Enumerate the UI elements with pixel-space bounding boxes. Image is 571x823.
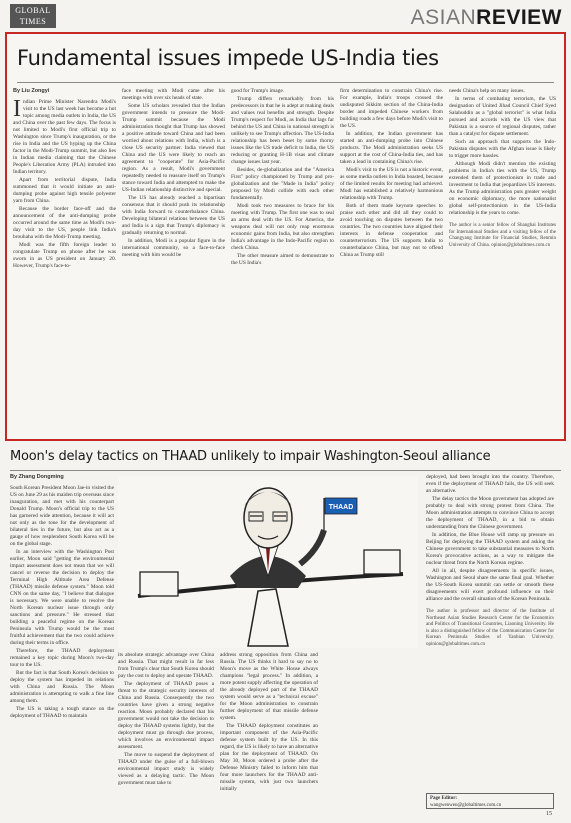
story2-paragraph: address strong opposition from China and Russia. The US thinks it hard to say no to Moon's move as the White House always champions "legal process." In addition, a more potent supply affecting the operation of the already deployed part of the THAAD system would serve as a "technical excuse" for the Moon administration to constrain further deployment of that missile defense system.: [220, 652, 318, 721]
logo-line2: TIMES: [19, 17, 47, 26]
story1-paragraph: Modi was the fifth foreign leader to congratulate Trump on phone after he was sworn in as US president on January 20. However, Trump's face-to-: [13, 242, 116, 269]
story2-paragraph: The THAAD deployment constitutes an important component of the Asia-Pacific defense system built by the US. In this regard, the US is likely to have an alternative plan for the deployment of THAAD. On May 30, Moon ordered a probe after the Defense Ministry failed to inform him that four more launchers for the THAAD anti-missile system, with just two launchers initially: [220, 723, 318, 792]
page-editor-email: wangwenwen@globaltimes.com.cn: [430, 803, 502, 808]
story1-paragraph: The US has already reached a bipartisan consensus that it should push its relationship with India forward to counterbalance China. Developing bilateral relations between the US and India is a sign that Trump's diplomacy is gradually returning to normal.: [122, 195, 225, 236]
story2-paragraph: The US is taking a tough stance on the deployment of THAAD to maintain: [10, 706, 114, 719]
story1-paragraph: firm determination to constrain China's rise. For example, India's troops crossed the undisputed Sikkim section of the China-India border and impeded Chinese workers from building roads a few days before Modi's visit to the US.: [340, 88, 443, 129]
story2-byline: By Zhang Dongming: [10, 474, 64, 480]
story1-paragraph: In terms of combating terrorism, the US designation of United Jihad Council Chief Syed Salahuddin as a "global terrorist" is what India pursued and accords with the US view that Pakistan is a source of regional disputes, rather than a catalyst for dispute settlement.: [449, 96, 556, 137]
left-box: [140, 572, 178, 596]
global-times-logo: [10, 4, 56, 28]
story1-paragraph: Although Modi didn't mention the existing problems in India's ties with the US, Trump extended them of protectionism in trade and investment to India that jeopardizes US interests. As the Trump administration puts greater weight on economic diplomacy, the more nationalist global self-protectionism in the US-India relationship is the years to come.: [449, 161, 556, 216]
story1-dropcap: I: [13, 96, 21, 122]
story1-paragraph: The other measure aimed to demonstrate to the US India's: [231, 253, 334, 266]
story1-paragraph: Modi's visit to the US is not a historic event, as some media outlets in India boasted, because of the limited results for meeting had achieved. Modi has established a relatively harmonious relationship with Trump.: [340, 167, 443, 201]
thaad-flag-label: THAAD: [328, 504, 354, 511]
seesaw-pivot: [248, 589, 288, 646]
cartoon-illustration: [118, 476, 418, 648]
story1-column-5: [449, 88, 556, 433]
story2-headline: Moon's delay tactics on THAAD unlikely to impair Washington-Seoul alliance: [10, 449, 491, 464]
story1-paragraph: good for Trump's image.: [231, 88, 285, 94]
story1-paragraph: Because the border face-off and the announcement of the anti-dumping probe occurred around the same time as Modi's two-day visit to the US, people link India's brouhaha with the Modi-Trump meeting.: [13, 206, 116, 240]
story1-author-note: The author is a senior fellow of Shanghai Institutes for International Studies and a visiting fellow of the Changyang Institute for Financial Studies, Renmin University of China. opinion@globaltimes.com.cn: [449, 223, 556, 248]
story2-paragraph: South Korean President Moon Jae-in visited the US on June 29 as his maiden trip overseas since inauguration, and met with his counterpart Donald Trump. Moon's official trip to the US has garnered wide attention, because it will act not only as the tone for the development of bilateral ties in the future, but also act as a gauge of how resplendent South Korea will be on the global stage.: [10, 485, 114, 547]
story1-column-3: [231, 88, 334, 433]
story1-paragraph: Trump differs remarkably from his predecessors in that he is adept at making deals and values real benefits and strength. Despite Trump's respect for Modi, as India that lags far behind the US and China in national strength is unlikely to see Trump's affection. The US-India relationship has been beset by some thorny issues like the US trade deficit to India, the US reducing or granting H-1B visas and climate change issues last year.: [231, 96, 334, 165]
story1-column-4: [340, 88, 443, 433]
story2-paragraph: The deployment of THAAD poses a threat to the strategic security interests of China and Russia. Consequently the two countries have given a strong negative reaction. Moon probably declared that his government would not take the decision to deploy the THAAD systems lightly, but the deployment must go through due process, which involves an environmental impact assessment.: [118, 681, 214, 750]
story2-column-3: [220, 652, 318, 814]
story1-paragraph: Modi took two measures to brace for his meeting with Trump. The first one was to seal an arms deal with the US. For America, the weapons deal will not only reap enormous economic gains from India, but also strengthen India's advantage in the Indo-Pacific region to check China.: [231, 203, 334, 251]
story1-paragraph: In addition, Modi is a popular figure in the international community, so a face-to-face meeting with him would be: [122, 238, 225, 258]
masthead: [10, 4, 562, 30]
right-box: [364, 550, 400, 574]
story1-paragraph: Some US scholars revealed that the Indian government intends to pressure the Modi-Trump summit because the Modi administration thought that Trump has showed a positive attitude toward China and had been worried about relations with India, which is a close US security partner. India viewed that China and the US were likely to reach an agreement to "cooperate" for Asia-Pacific region. As a result, Modi's government repeatedly needed to reassure itself on Trump's stance toward India and attempted to make the US-Indian relationship distinctive and special.: [122, 103, 225, 193]
section-title-bold: REVIEW: [476, 6, 562, 29]
story2-paragraph: The delay tactics the Moon government has adopted are probably to deal with strong protest from China. The Moon administration attempts to convince China to accept the deployment of THAAD, in a bid to obtain understanding from the Chinese government.: [426, 496, 554, 530]
story1-paragraph: needs China's help on many issues.: [449, 88, 525, 94]
story2-column-2: [118, 652, 214, 814]
story2-paragraph: its absolute strategic advantage over China and Russia. That might result in far less from Trump's clear that South Korea should pay the cost to deploy and operate THAAD.: [118, 652, 214, 679]
story2-rule: [10, 470, 561, 471]
story2-paragraph: Therefore, the THAAD deployment remained a key topic during Moon's two-day tour to the US.: [10, 648, 114, 668]
story1-paragraph: Both of them made keynote speeches to praise each other and did all they could to avoid touching on disputes between the two countries. The two countries have aligned their interests in defense cooperation and counterterrorism. The US supports India to counterbalance China, but may not to offend China as Trump still: [340, 203, 443, 258]
story2-column-1: [10, 474, 114, 814]
story1-paragraph: In addition, the Indian government has started an anti-dumping probe into Chinese products. The Modi administration seeks US support at the cost of China-India ties, and has taken a lead in containing China's rise.: [340, 131, 443, 165]
section-title-light: ASIAN: [410, 6, 477, 29]
story1-paragraph: Apart from territorial dispute, India summoned that it would initiate an anti-dumping probe against high tensile polyester yarn from China.: [13, 177, 116, 204]
logo-line1: GLOBAL: [15, 6, 51, 15]
story2-paragraph: deployed, had been brought into the country. Therefore, even if the deployment of THAAD fails, the US will seek an alternative.: [426, 474, 554, 494]
story1-byline: By Liu Zongyi: [13, 88, 50, 94]
story1-column-2: [122, 88, 225, 433]
page-editor-label: Page Editor:: [430, 796, 458, 801]
story1-headline: Fundamental issues impede US-India ties: [17, 46, 439, 70]
page-number: 15: [546, 811, 552, 817]
figure-arm: [300, 530, 324, 564]
cartoon-drawing: [118, 476, 418, 648]
story1-paragraph: Besides, de-globalization and the "America First" policy championed by Trump and pro-globalization and the "Made in India" policy proposed by Modi collide with each other fundamentally.: [231, 167, 334, 201]
story1-paragraph: face meeting with Modi came after his meetings with over six heads of state.: [122, 88, 225, 101]
section-title: [411, 6, 562, 30]
story2-column-4: [426, 474, 554, 790]
story1-paragraph: ndian Prime Minister Narendra Modi's visit to the US last week has become a hot topic among media outlets in India, the US and China over the past few days. The focus is not limited to Modi's first official trip to Washington since Trump's inauguration, or the rise in India and the US hyping up the China factor in the Modi-Trump summit, but also lies in Indian media claiming that the Chinese People's Liberation Army (PLA) intruded into Indian territory.: [13, 99, 116, 175]
story2-paragraph: In addition, the Blue House will ramp up pressure on Beijing for deploying the THAAD system and asking the Chinese government to take substantial measures to North Korea's provocative actions, as a way to mitigate the nuclear threat from the North Korean regime.: [426, 532, 554, 566]
story-us-india: [5, 32, 566, 441]
story1-rule: [17, 82, 554, 83]
story1-paragraph: Such an approach that supports the Indo-Pakistan disputes with the Afghan issue is likely to trigger more hassles.: [449, 139, 556, 159]
page-editor-box: [426, 793, 554, 809]
story2-paragraph: The move to suspend the deployment of THAAD under the guise of a full-blown environmental impact study is widely viewed as a delaying tactic. The Moon government must take to: [118, 752, 214, 786]
story2-paragraph: But the fact is that South Korea's decision to deploy the system has impeded its relations with China and Russia. The Moon administration is attempting to walk a fine line among them.: [10, 670, 114, 704]
story1-column-1: [13, 88, 116, 433]
story2-paragraph: In an interview with the Washington Post earlier, Moon said "getting the environmental impact assessment does not mean that we will cancel or reverse the decision to deploy the Terminal High Altitude Area Defense (THAAD) missile defense system." Moon told CNN on the same day, "I believe that dialogue is necessary. We were unable to resolve the North Korean nuclear issue through only sanctions and pressure." He stressed that building a peaceful regime on the Korean Peninsula with Trump would be the most fruitful achievement that the two could achieve during their terms in office.: [10, 549, 114, 646]
story2-paragraph: All in all, despite disagreements in specific issues, Washington and Seoul share the same final goal. Whether the US-South Korea summit can settle or smooth these disagreements will exert profound influence on their alliance and the overall situation of the Korean Peninsula.: [426, 568, 554, 602]
story2-author-note: The author is professor and director of the Institute of Northeast Asian Studies Research Center for the Economics and Politics of Transitional Countries, Liaoning University. He is also a distinguished fellow of the Communication Center for Korean Peninsula Studies of Yanbian University. opinion@globaltimes.com.cn: [426, 609, 554, 647]
